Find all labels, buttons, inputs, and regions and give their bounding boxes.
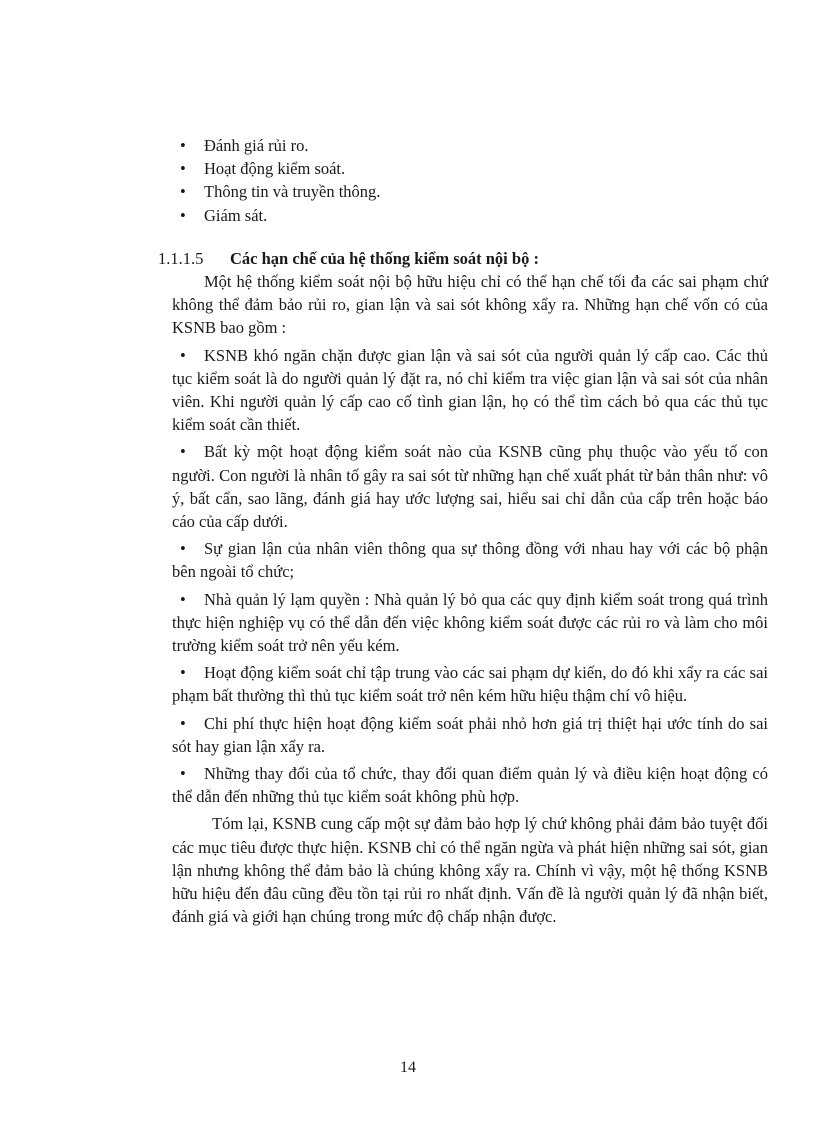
list-item: • Giám sát. bbox=[180, 204, 380, 227]
limitation-item bbox=[172, 588, 768, 658]
limitation-item bbox=[172, 440, 768, 533]
bullet-icon: • bbox=[180, 764, 186, 784]
bullet-icon: • bbox=[180, 345, 186, 365]
limitation-text: Sự gian lận của nhân viên thông qua sự thông đồng với nhau hay với các bộ phận bên ngoài tổ chức; bbox=[172, 539, 768, 582]
limitation-item bbox=[172, 661, 768, 707]
bullet-icon: • bbox=[180, 589, 186, 609]
section-heading bbox=[158, 247, 778, 270]
limitation-item bbox=[172, 712, 768, 758]
page-number: 14 bbox=[400, 1059, 416, 1076]
section-title: Các hạn chế của hệ thống kiểm soát nội bộ : bbox=[230, 249, 539, 268]
list-item: • Hoạt động kiểm soát. bbox=[180, 157, 380, 180]
bullet-icon: • bbox=[180, 539, 186, 559]
intro-paragraph: Một hệ thống kiểm soát nội bộ hữu hiệu chỉ có thể hạn chế tối đa các sai phạm chứ không thể đảm bảo rủi ro, gian lận và sai sót không xẩy ra. Những hạn chế vốn có của KSNB bao gồm : bbox=[172, 272, 768, 338]
bullet-icon: • bbox=[180, 663, 186, 683]
limitation-text: Hoạt động kiểm soát chỉ tập trung vào các sai phạm dự kiến, do đó khi xẩy ra các sai phạm bất thường thì thủ tục kiểm soát trở nên kém hữu hiệu thậm chí vô hiệu. bbox=[172, 663, 768, 706]
limitation-text: Chi phí thực hiện hoạt động kiểm soát phải nhỏ hơn giá trị thiệt hại ước tính do sai sót hay gian lận xẩy ra. bbox=[172, 713, 768, 756]
limitation-item bbox=[172, 537, 768, 583]
section-body bbox=[172, 270, 768, 928]
conclusion-paragraph: Tóm lại, KSNB cung cấp một sự đảm bảo hợp lý chứ không phải đảm bảo tuyệt đối các mục tiêu được thực hiện. KSNB chỉ có thể ngăn ngừa và phát hiện những sai sót, gian lận nhưng không thể đảm bảo là chúng không xẩy ra. Chính vì vậy, một hệ thống KSNB hữu hiệu đến đâu cũng đều tồn tại rủi ro nhất định. Vấn đề là người quản lý đã nhận biết, đánh giá và giới hạn chúng trong mức độ chấp nhận được. bbox=[172, 814, 768, 927]
list-item: • Thông tin và truyền thông. bbox=[180, 180, 380, 203]
limitation-item bbox=[172, 344, 768, 437]
limitation-text: KSNB khó ngăn chặn được gian lận và sai sót của người quản lý cấp cao. Các thủ tục kiểm soát là do người quản lý đặt ra, nó chỉ kiểm tra việc gian lận và sai sót của nhân viên. Khi người quản lý cấp cao cố tình gian lận, họ có thể tìm cách bỏ qua các thủ tục kiểm soát cần thiết. bbox=[172, 345, 768, 435]
intro-bullet-list bbox=[180, 134, 380, 227]
limitation-text: Bất kỳ một hoạt động kiểm soát nào của KSNB cũng phụ thuộc vào yếu tố con người. Con người là nhân tố gây ra sai sót từ những hạn chế xuất phát từ bản thân như: vô ý, bất cẩn, sao lãng, đánh giá hay ước lượng sai, hiểu sai chỉ dẫn của cấp trên hoặc báo cáo của cấp dưới. bbox=[172, 442, 768, 532]
limitation-text: Những thay đổi của tổ chức, thay đổi quan điểm quản lý và điều kiện hoạt động có thể dẫn đến những thủ tục kiểm soát không phù hợp. bbox=[172, 764, 768, 807]
list-item: • Đánh giá rủi ro. bbox=[180, 134, 380, 157]
limitation-item bbox=[172, 762, 768, 808]
section-number: 1.1.1.5 bbox=[158, 249, 204, 268]
limitation-text: Nhà quản lý lạm quyền : Nhà quản lý bỏ qua các quy định kiểm soát trong quá trình thực hiện nghiệp vụ có thể dẫn đến việc không kiểm soát được các rủi ro và làm cho môi trường kiểm soát trở nên yếu kém. bbox=[172, 589, 768, 656]
bullet-icon: • bbox=[180, 442, 186, 462]
bullet-icon: • bbox=[180, 713, 186, 733]
